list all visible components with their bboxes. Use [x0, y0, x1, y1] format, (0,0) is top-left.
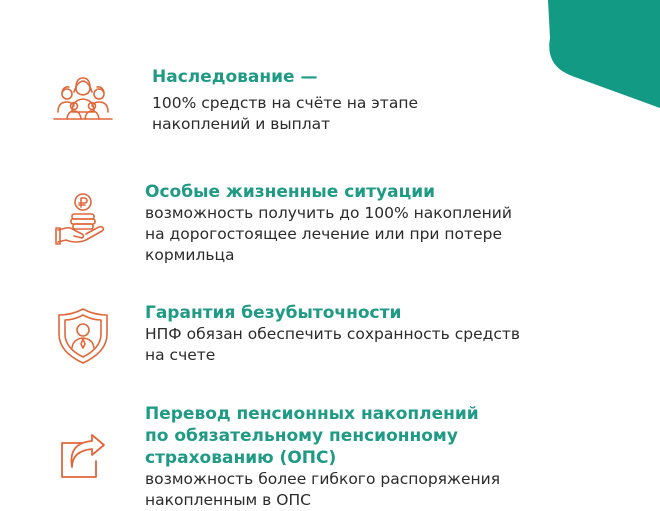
family-group-icon — [52, 72, 114, 124]
item-loss-guarantee — [145, 302, 565, 366]
item-title: Перевод пенсионных накоплений по обязательному пенсионному страхованию (ОПС) — [145, 404, 479, 468]
item-inheritance — [152, 66, 472, 135]
item-title: Наследование — — [152, 67, 318, 87]
item-description: 100% средств на счёте на этапе накоплений и выплат — [152, 94, 418, 133]
item-title: Особые жизненные ситуации — [145, 182, 436, 202]
shield-person-icon — [54, 306, 112, 366]
item-description: возможность более гибкого распоряжения накопленным в ОПС — [145, 470, 501, 509]
transfer-arrow-icon — [58, 433, 108, 479]
hand-with-coins-icon — [52, 190, 110, 248]
item-title: Гарантия безубыточности — [145, 303, 402, 323]
item-description: возможность получить до 100% накоплений на дорогостоящее лечение или при потере кормильца — [145, 204, 512, 264]
item-ops-transfer — [145, 403, 565, 511]
item-description: НПФ обязан обеспечить сохранность средств на счете — [145, 325, 521, 364]
item-special-situations — [145, 181, 545, 266]
